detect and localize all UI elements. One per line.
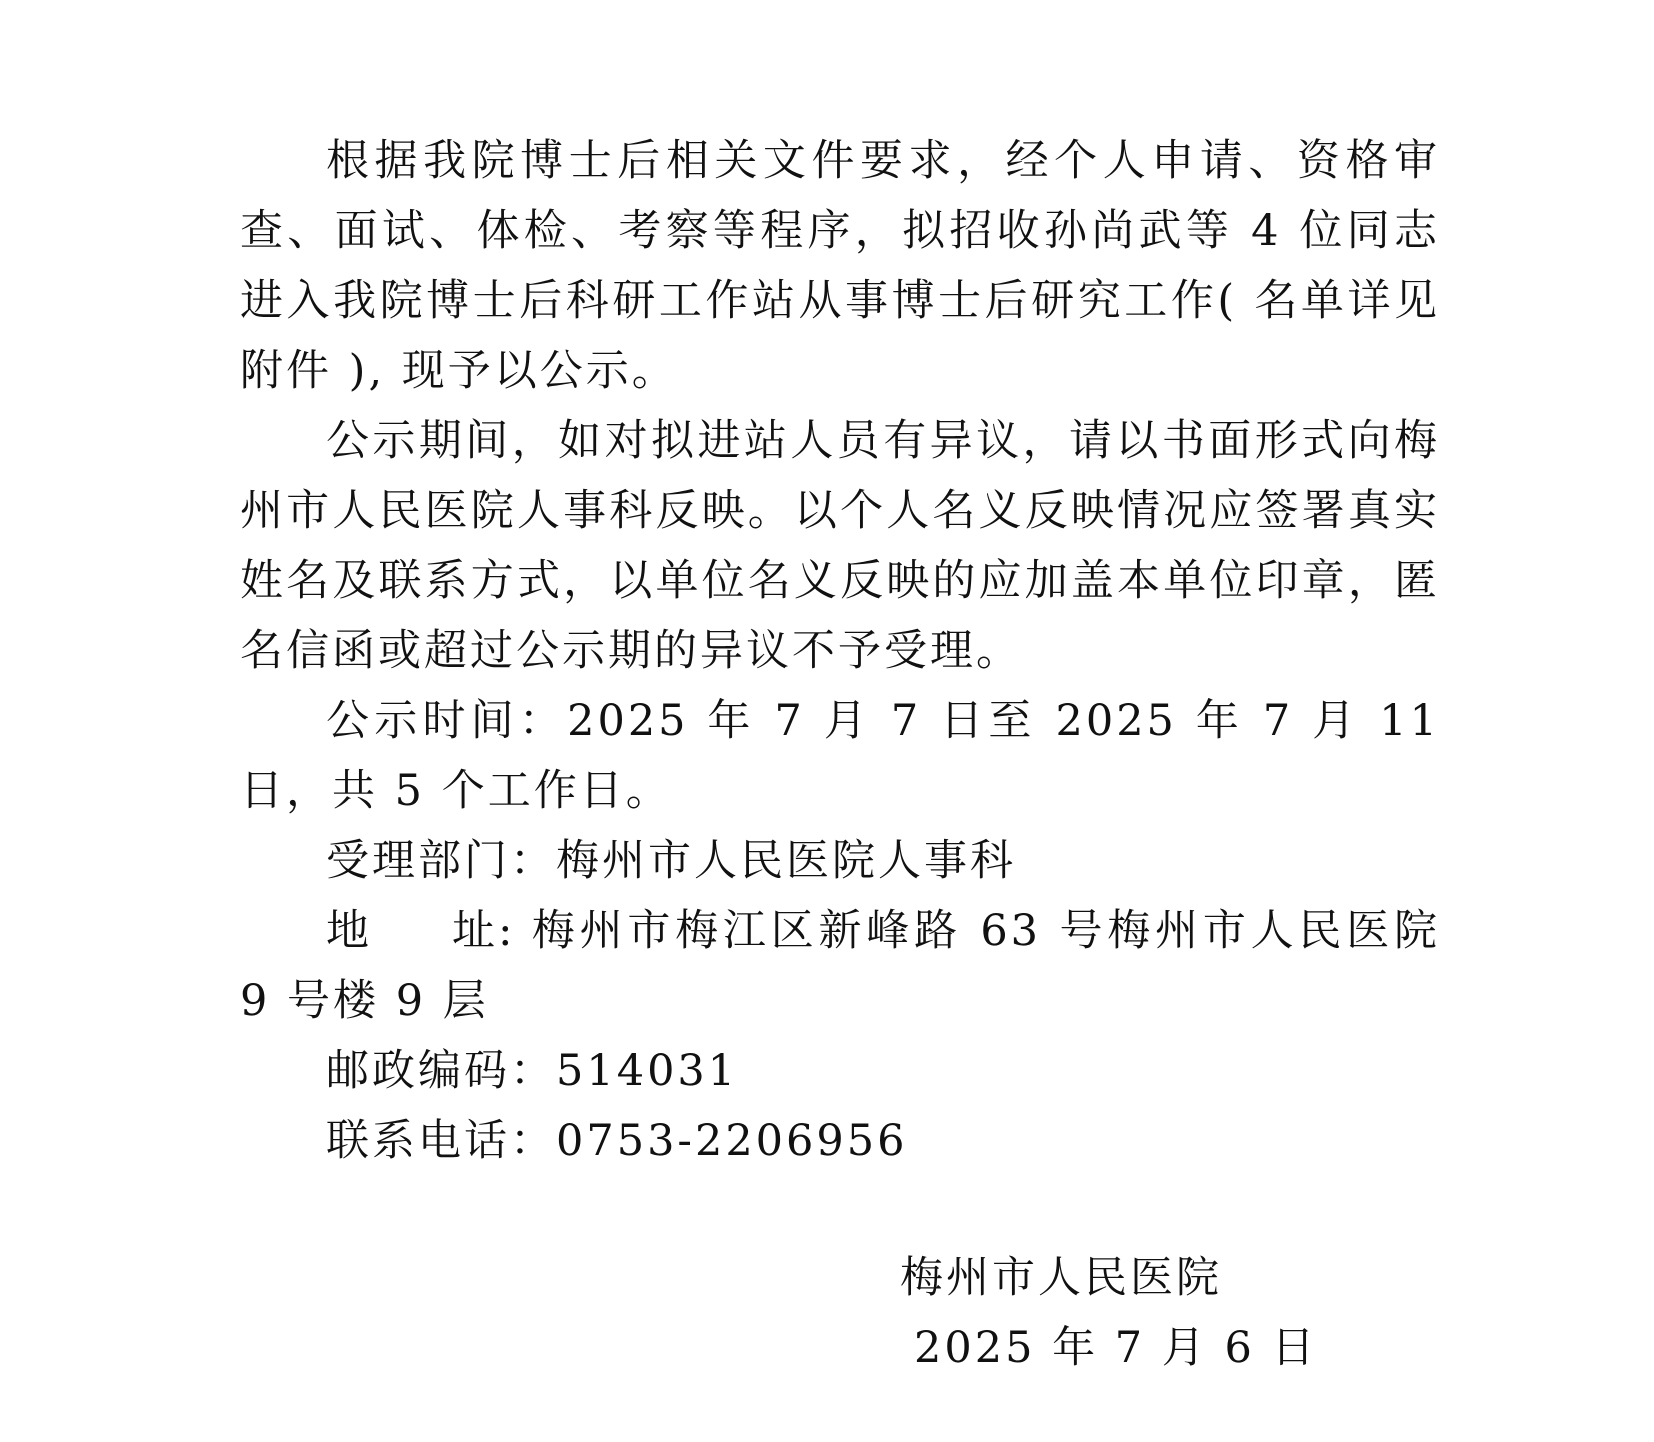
address-label-char2: 址:: [452, 906, 516, 956]
address-label: [326, 896, 530, 966]
signature-date: 2025 年 7 月 6 日: [914, 1323, 1318, 1373]
department-label: 受理部门：: [326, 836, 556, 886]
postcode-label: 邮政编码：: [326, 1046, 556, 1096]
address-line: [240, 896, 1440, 1036]
department-line: [240, 826, 1440, 896]
address-value: 梅州市梅江区新峰路 63 号梅州市人民医院 9 号楼 9 层: [240, 906, 1440, 1026]
paragraph-objection: 公示期间，如对拟进站人员有异议，请以书面形式向梅州市人民医院人事科反映。以个人名义反映情况应签署真实姓名及联系方式，以单位名义反映的应加盖本单位印章，匿名信函或超过公示期的异议不予受理。: [240, 416, 1440, 676]
phone-line: [240, 1106, 1440, 1176]
postcode-value: 514031: [556, 1046, 739, 1096]
phone-value: 0753-2206956: [556, 1116, 908, 1166]
phone-label: 联系电话：: [326, 1116, 556, 1166]
postcode-line: [240, 1036, 1440, 1106]
signature-block: [900, 1243, 1318, 1383]
paragraph-period: 公示时间：2025 年 7 月 7 日至 2025 年 7 月 11 日，共 5 个工作日。: [240, 696, 1440, 816]
notice-body: [240, 126, 1440, 1176]
signature-org: 梅州市人民医院: [900, 1253, 1222, 1303]
paragraph-intro: 根据我院博士后相关文件要求，经个人申请、资格审查、面试、体检、考察等程序，拟招收孙尚武等 4 位同志进入我院博士后科研工作站从事博士后研究工作( 名单详见附件 ), 现予以公示。: [240, 136, 1440, 396]
address-label-char1: 地: [326, 906, 372, 956]
department-value: 梅州市人民医院人事科: [556, 836, 1016, 886]
